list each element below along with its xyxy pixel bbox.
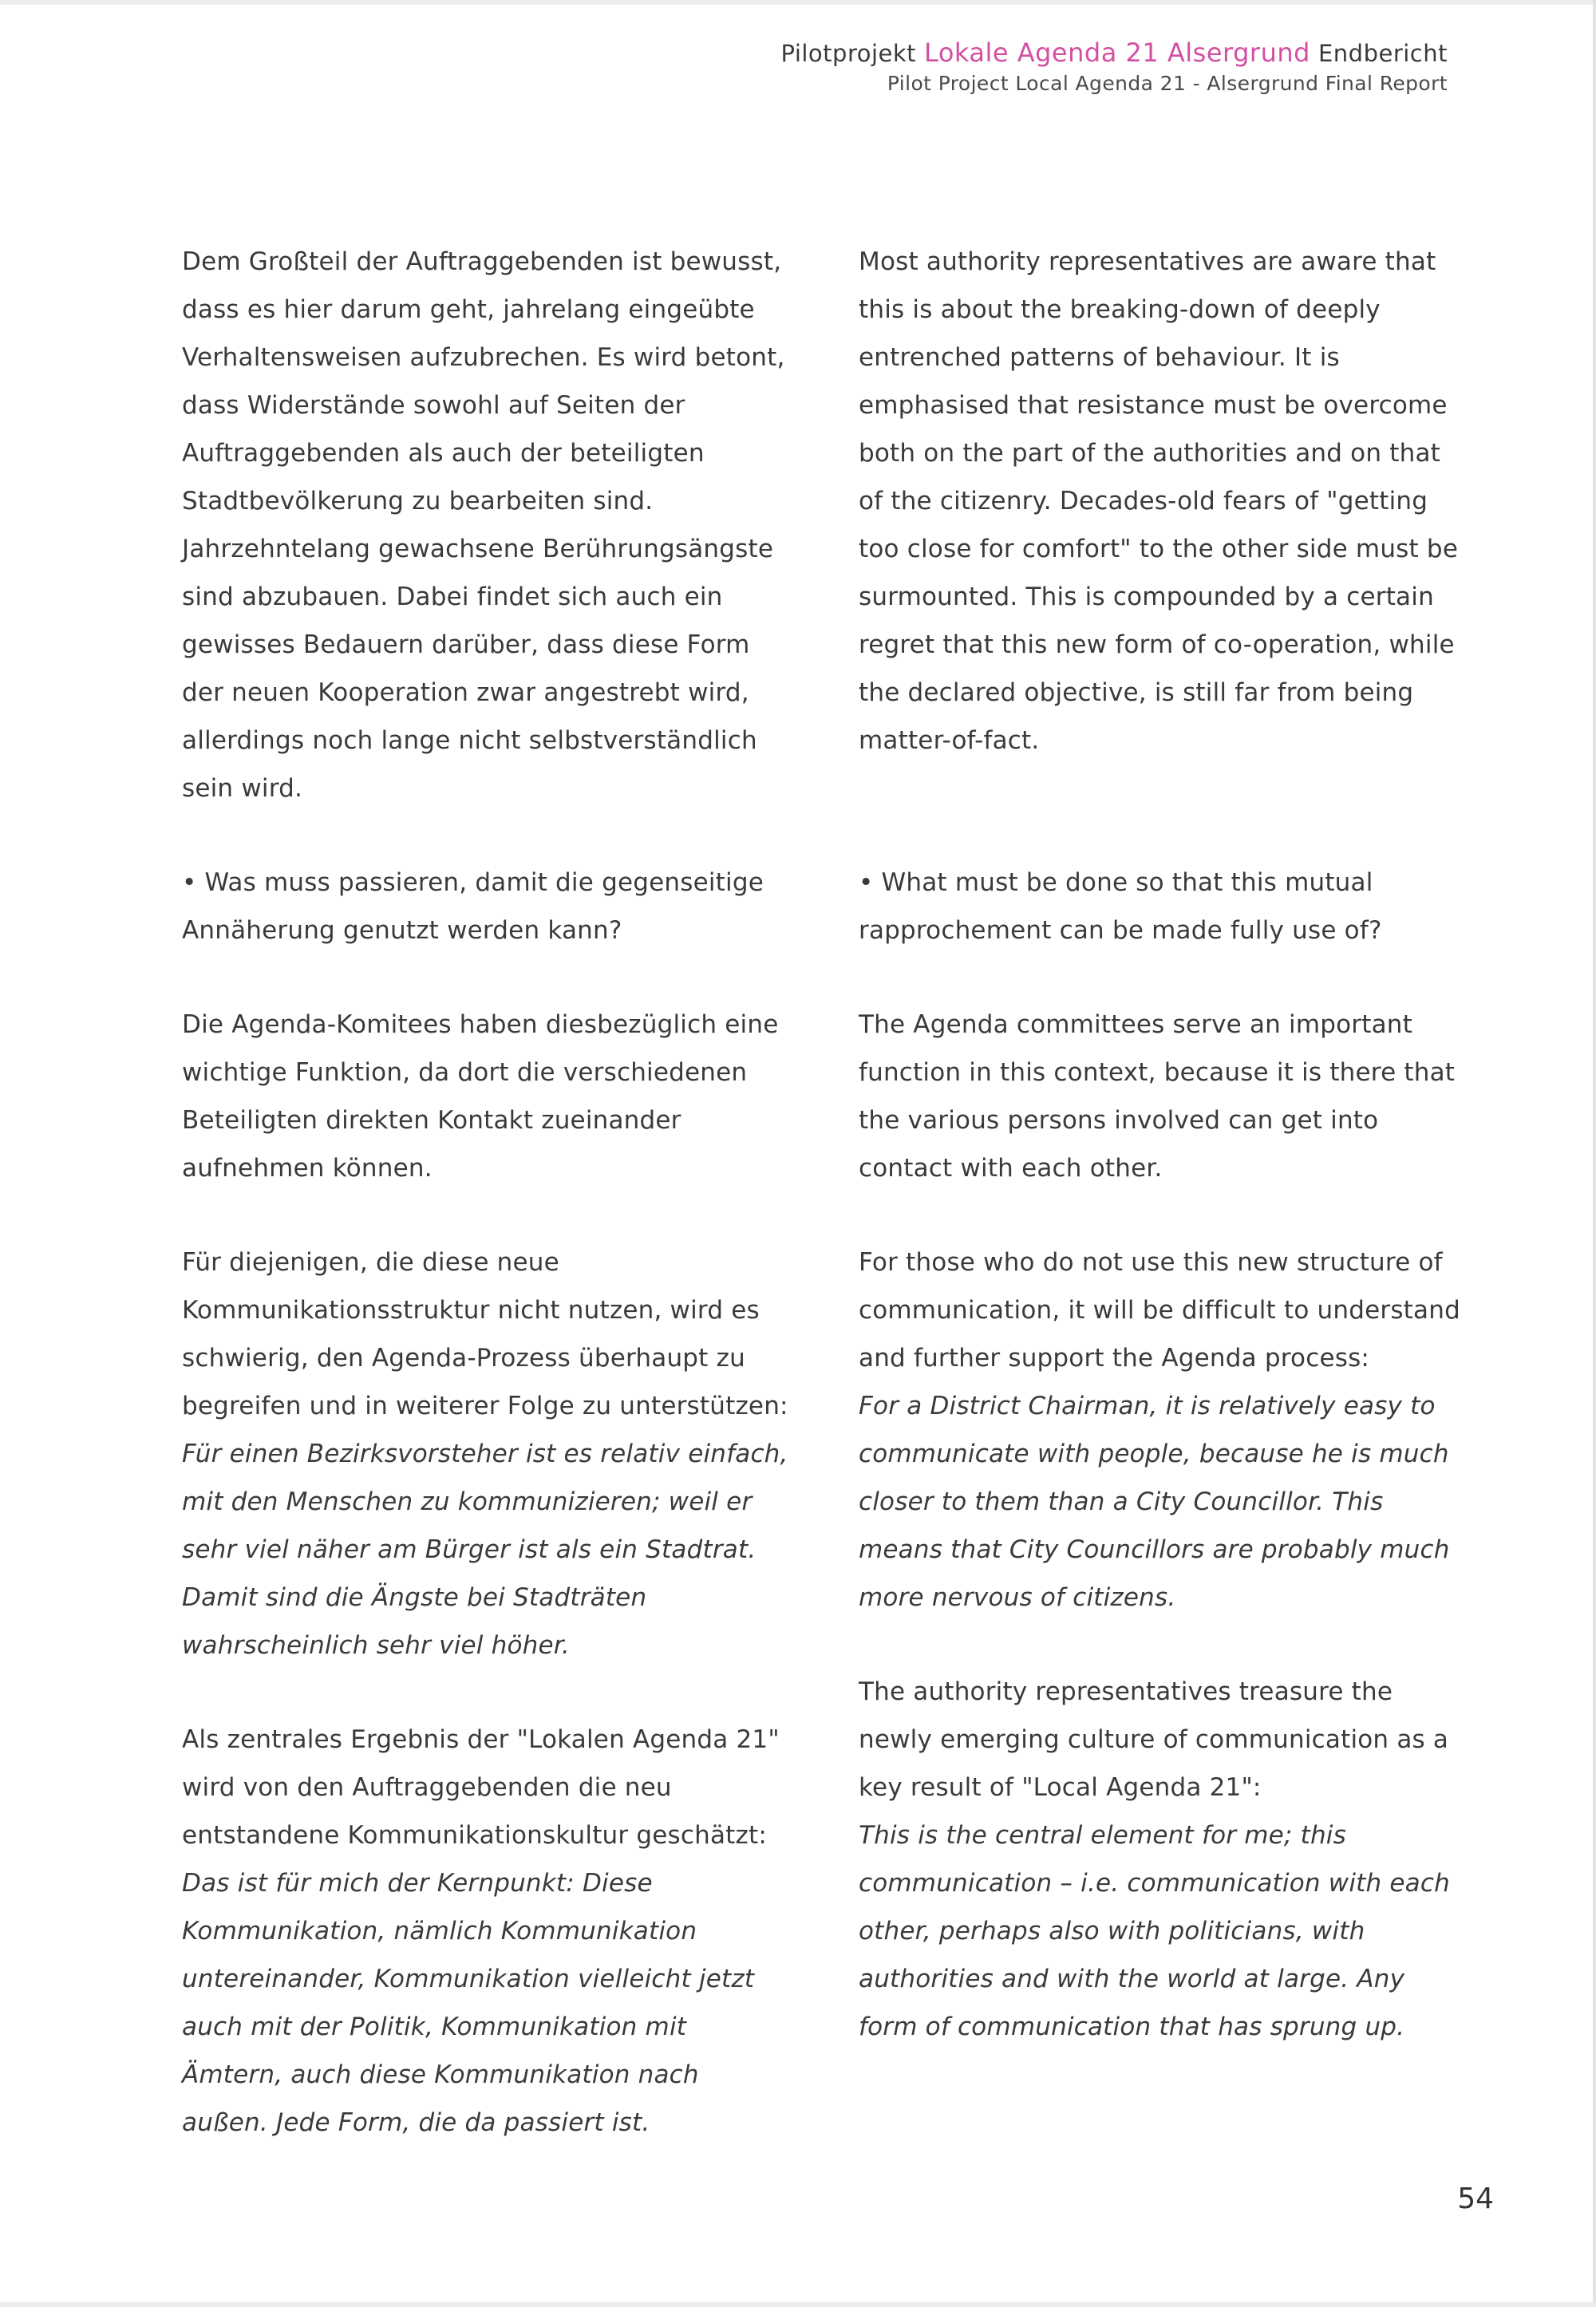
running-header (780, 37, 1448, 98)
german-paragraph-2: Die Agenda-Komitees haben diesbezüglich eine wichtige Funktion, da dort die verschiedenen Beteiligten direkten Kontakt zueinander aufnehmen können. (182, 1010, 779, 1183)
english-quote-2: This is the central element for me; this communication – i.e. communication with each other, perhaps also with politicians, with authorities and with the world at large. Any form of communication that has sprung up. (859, 1821, 1450, 2041)
english-quote-1: For a District Chairman, it is relatively easy to communicate with people, because he is much closer to them than a City Councillor. This means that City Councillors are probably much more nervous of citizens. (859, 1392, 1450, 1612)
german-paragraph-4 (182, 1716, 788, 2147)
english-paragraph-4-text: The authority representatives treasure the newly emerging culture of communication as a key result of "Local Agenda 21": (859, 1677, 1449, 1802)
german-quote-2: Das ist für mich der Kernpunkt: Diese Kommunikation, nämlich Kommunikation untereinander, Kommunikation vielleicht jetzt auch mit der Politik, Kommunikation mit Ämtern, auch diese Kommunikation nach außen. Jede Form, die da passiert ist. (182, 1869, 755, 2137)
page-edge-right (1593, 0, 1596, 2307)
german-paragraph-3 (182, 1238, 788, 1669)
english-paragraph-3 (859, 1238, 1465, 1622)
header-title-prefix: Pilotprojekt (780, 40, 917, 67)
english-paragraph-3-text: For those who do not use this new structure of communication, it will be difficult to understand and further support the Agenda process: (859, 1248, 1460, 1373)
page-edge-top (0, 0, 1596, 5)
header-subtitle: Pilot Project Local Agenda 21 - Alsergrund Final Report (887, 72, 1448, 95)
page-edge-bottom (0, 2302, 1596, 2307)
german-paragraph-3-text: Für diejenigen, die diese neue Kommunikationsstruktur nicht nutzen, wird es schwierig, den Agenda-Prozess überhaupt zu begreifen und in weiterer Folge zu unterstützen: (182, 1248, 788, 1420)
header-title-suffix: Endbericht (1317, 40, 1448, 67)
english-paragraph-1: Most authority representatives are aware that this is about the breaking-down of deeply entrenched patterns of behaviour. It is emphasised that resistance must be overcome both on the part of the authorities and on that of the citizenry. Decades-old fears of "getting too close for comfort" to the other side must be surmounted. This is compounded by a certain regret that this new form of co-operation, while the declared objective, is still far from being matter-of-fact. (859, 247, 1459, 755)
german-paragraph-4-text: Als zentrales Ergebnis der "Lokalen Agenda 21" wird von den Auftraggebenden die neu entstandene Kommunikationskultur geschätzt: (182, 1725, 780, 1850)
english-column (859, 238, 1465, 2051)
german-paragraph-1: Dem Großteil der Auftraggebenden ist bewusst, dass es hier darum geht, jahrelang eingeübte Verhaltensweisen aufzubrechen. Es wird betont, dass Widerstände sowohl auf Seiten der Auftraggebenden als auch der beteiligten Stadtbevölkerung zu bearbeiten sind. Jahrzehntelang gewachsene Berührungsängste sind abzubauen. Dabei findet sich auch ein gewisses Bedauern darüber, dass diese Form der neuen Kooperation zwar angestrebt wird, allerdings noch lange nicht selbstverständlich sein wird. (182, 247, 785, 803)
english-paragraph-4 (859, 1668, 1465, 2051)
english-paragraph-2: The Agenda committees serve an important function in this context, because it is there that the various persons involved can get into contact with each other. (859, 1010, 1456, 1183)
german-column (182, 238, 788, 2147)
header-title (780, 37, 1448, 69)
german-question: • Was muss passieren, damit die gegenseitige Annäherung genutzt werden kann? (182, 868, 764, 945)
page-number: 54 (1457, 2183, 1494, 2215)
english-question: • What must be done so that this mutual rapprochement can be made fully use of? (859, 868, 1382, 945)
german-quote-1: Für einen Bezirksvorsteher ist es relativ einfach, mit den Menschen zu kommunizieren; weil er sehr viel näher am Bürger ist als ein Stadtrat. Damit sind die Ängste bei Stadträten wahrscheinlich sehr viel höher. (182, 1440, 788, 1660)
header-title-highlight: Lokale Agenda 21 Alsergrund (924, 38, 1310, 68)
